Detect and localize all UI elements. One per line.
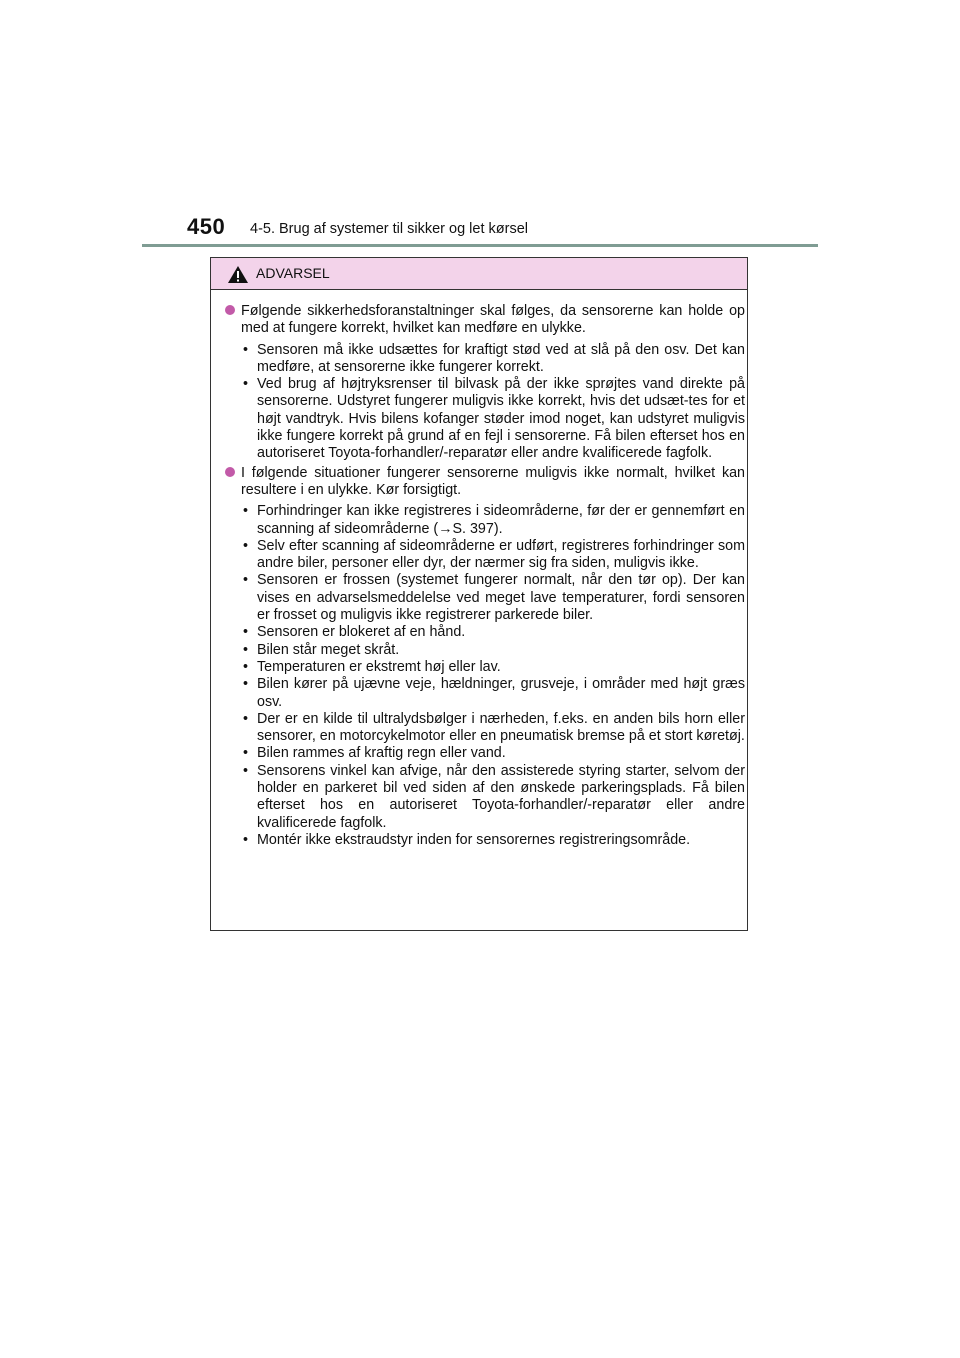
list-item [225, 342, 745, 377]
list-item-text: Der er en kilde til ultralydsbølger i nærheden, f.eks. en anden bils horn eller sensorer, en motorcykelmotor eller en pneumatisk bremse på et stort køretøj. [257, 710, 745, 745]
list-item-text: Sensorens vinkel kan afvige, når den assisterede styring starter, selvom der holder en parkeret bil ved siden af den ønskede parkeringsplads. Få bilen efterset hos en autoriseret Toyota-forhandler/-reparatør eller andre kvalificerede fagfolk. [257, 762, 745, 831]
list-item [225, 503, 745, 538]
list-item [225, 572, 745, 624]
list-item [225, 376, 745, 462]
page-number: 450 [187, 214, 226, 239]
warning-triangle-icon [227, 265, 249, 284]
list-item [225, 659, 745, 676]
warning-title: ADVARSEL [256, 265, 330, 281]
warning-point [225, 465, 745, 500]
list-item [225, 624, 745, 641]
list-item-text: Temperaturen er ekstremt høj eller lav. [257, 658, 501, 675]
bullet-icon: • [243, 537, 249, 554]
bullet-icon: • [243, 676, 249, 693]
bullet-icon: • [243, 376, 249, 393]
bullet-icon: • [243, 341, 249, 358]
point-text: Følgende sikkerhedsforanstaltninger skal følges, da sensorerne kan holde op med at fungere korrekt, hvilket kan medføre en ulykke. [241, 303, 745, 337]
list-item-text: Ved brug af højtryksrenser til bilvask på der ikke sprøjtes vand direkte på sensorerne. Udstyret fungerer muligvis ikke korrekt, hvis det udsæt-tes for et højt vandtryk. Hvis bilens kofanger støder imod noget, kan udstyret muligvis ikke fungere korrekt på grund af en fejl i sensorerne. Få bilen efterset hos en autoriseret Toyota-forhandler/-reparatør eller andre kvalificerede fagfolk. [257, 376, 745, 462]
bullet-icon: • [243, 710, 249, 727]
header-rule [142, 244, 818, 247]
warning-box [210, 257, 748, 931]
list-item-text: Sensoren er frossen (systemet fungerer normalt, når den tør op). Der kan vises en advarselsmeddelelse ved meget lave temperaturer, fordi sensoren er frosset og muligvis ikke registrerer parkerede biler. [257, 572, 745, 624]
bullet-icon: • [243, 503, 249, 520]
list-item-text: Bilen står meget skråt. [257, 641, 400, 658]
point-text: I følgende situationer fungerer sensorerne muligvis ikke normalt, hvilket kan resultere i en ulykke. Kør forsigtigt. [241, 464, 745, 498]
list-item [225, 642, 745, 659]
bullet-icon: • [243, 762, 249, 779]
list-item-text: Bilen rammes af kraftig regn eller vand. [257, 745, 506, 762]
list-item-text: Sensoren må ikke udsættes for kraftigt stød ved at slå på den osv. Det kan medføre, at sensorerne ikke fungerer korrekt. [257, 341, 745, 375]
bullet-circle-icon [225, 305, 235, 315]
list-item-text: Montér ikke ekstraudstyr inden for sensorernes registreringsområde. [257, 831, 691, 848]
section-title: 4-5. Brug af systemer til sikker og let kørsel [250, 221, 528, 237]
list-item [225, 745, 745, 762]
list-item-text: Forhindringer kan ikke registreres i sideområderne, før der er gennemført en scanning af sideområderne (→S. 397). [257, 503, 745, 537]
bullet-icon: • [243, 641, 249, 658]
list-item [225, 538, 745, 573]
sub-list [225, 503, 745, 849]
sub-list [225, 342, 745, 463]
bullet-icon: • [243, 658, 249, 675]
bullet-icon: • [243, 831, 249, 848]
bullet-icon: • [243, 624, 249, 641]
list-item-text: Sensoren er blokeret af en hånd. [257, 624, 466, 641]
bullet-icon: • [243, 572, 249, 589]
warning-body [225, 303, 745, 851]
warning-header [211, 258, 747, 290]
list-item [225, 832, 745, 849]
warning-point [225, 303, 745, 338]
list-item [225, 676, 745, 711]
list-item-text: Bilen kører på ujævne veje, hældninger, grusveje, i områder med højt græs osv. [257, 676, 745, 710]
bullet-icon: • [243, 745, 249, 762]
list-item-text: Selv efter scanning af sideområderne er udført, registreres forhindringer som andre biler, personer eller dyr, der nærmer sig fra siden, muligvis ikke. [257, 537, 745, 572]
list-item [225, 763, 745, 832]
bullet-circle-icon [225, 467, 235, 477]
list-item [225, 711, 745, 746]
